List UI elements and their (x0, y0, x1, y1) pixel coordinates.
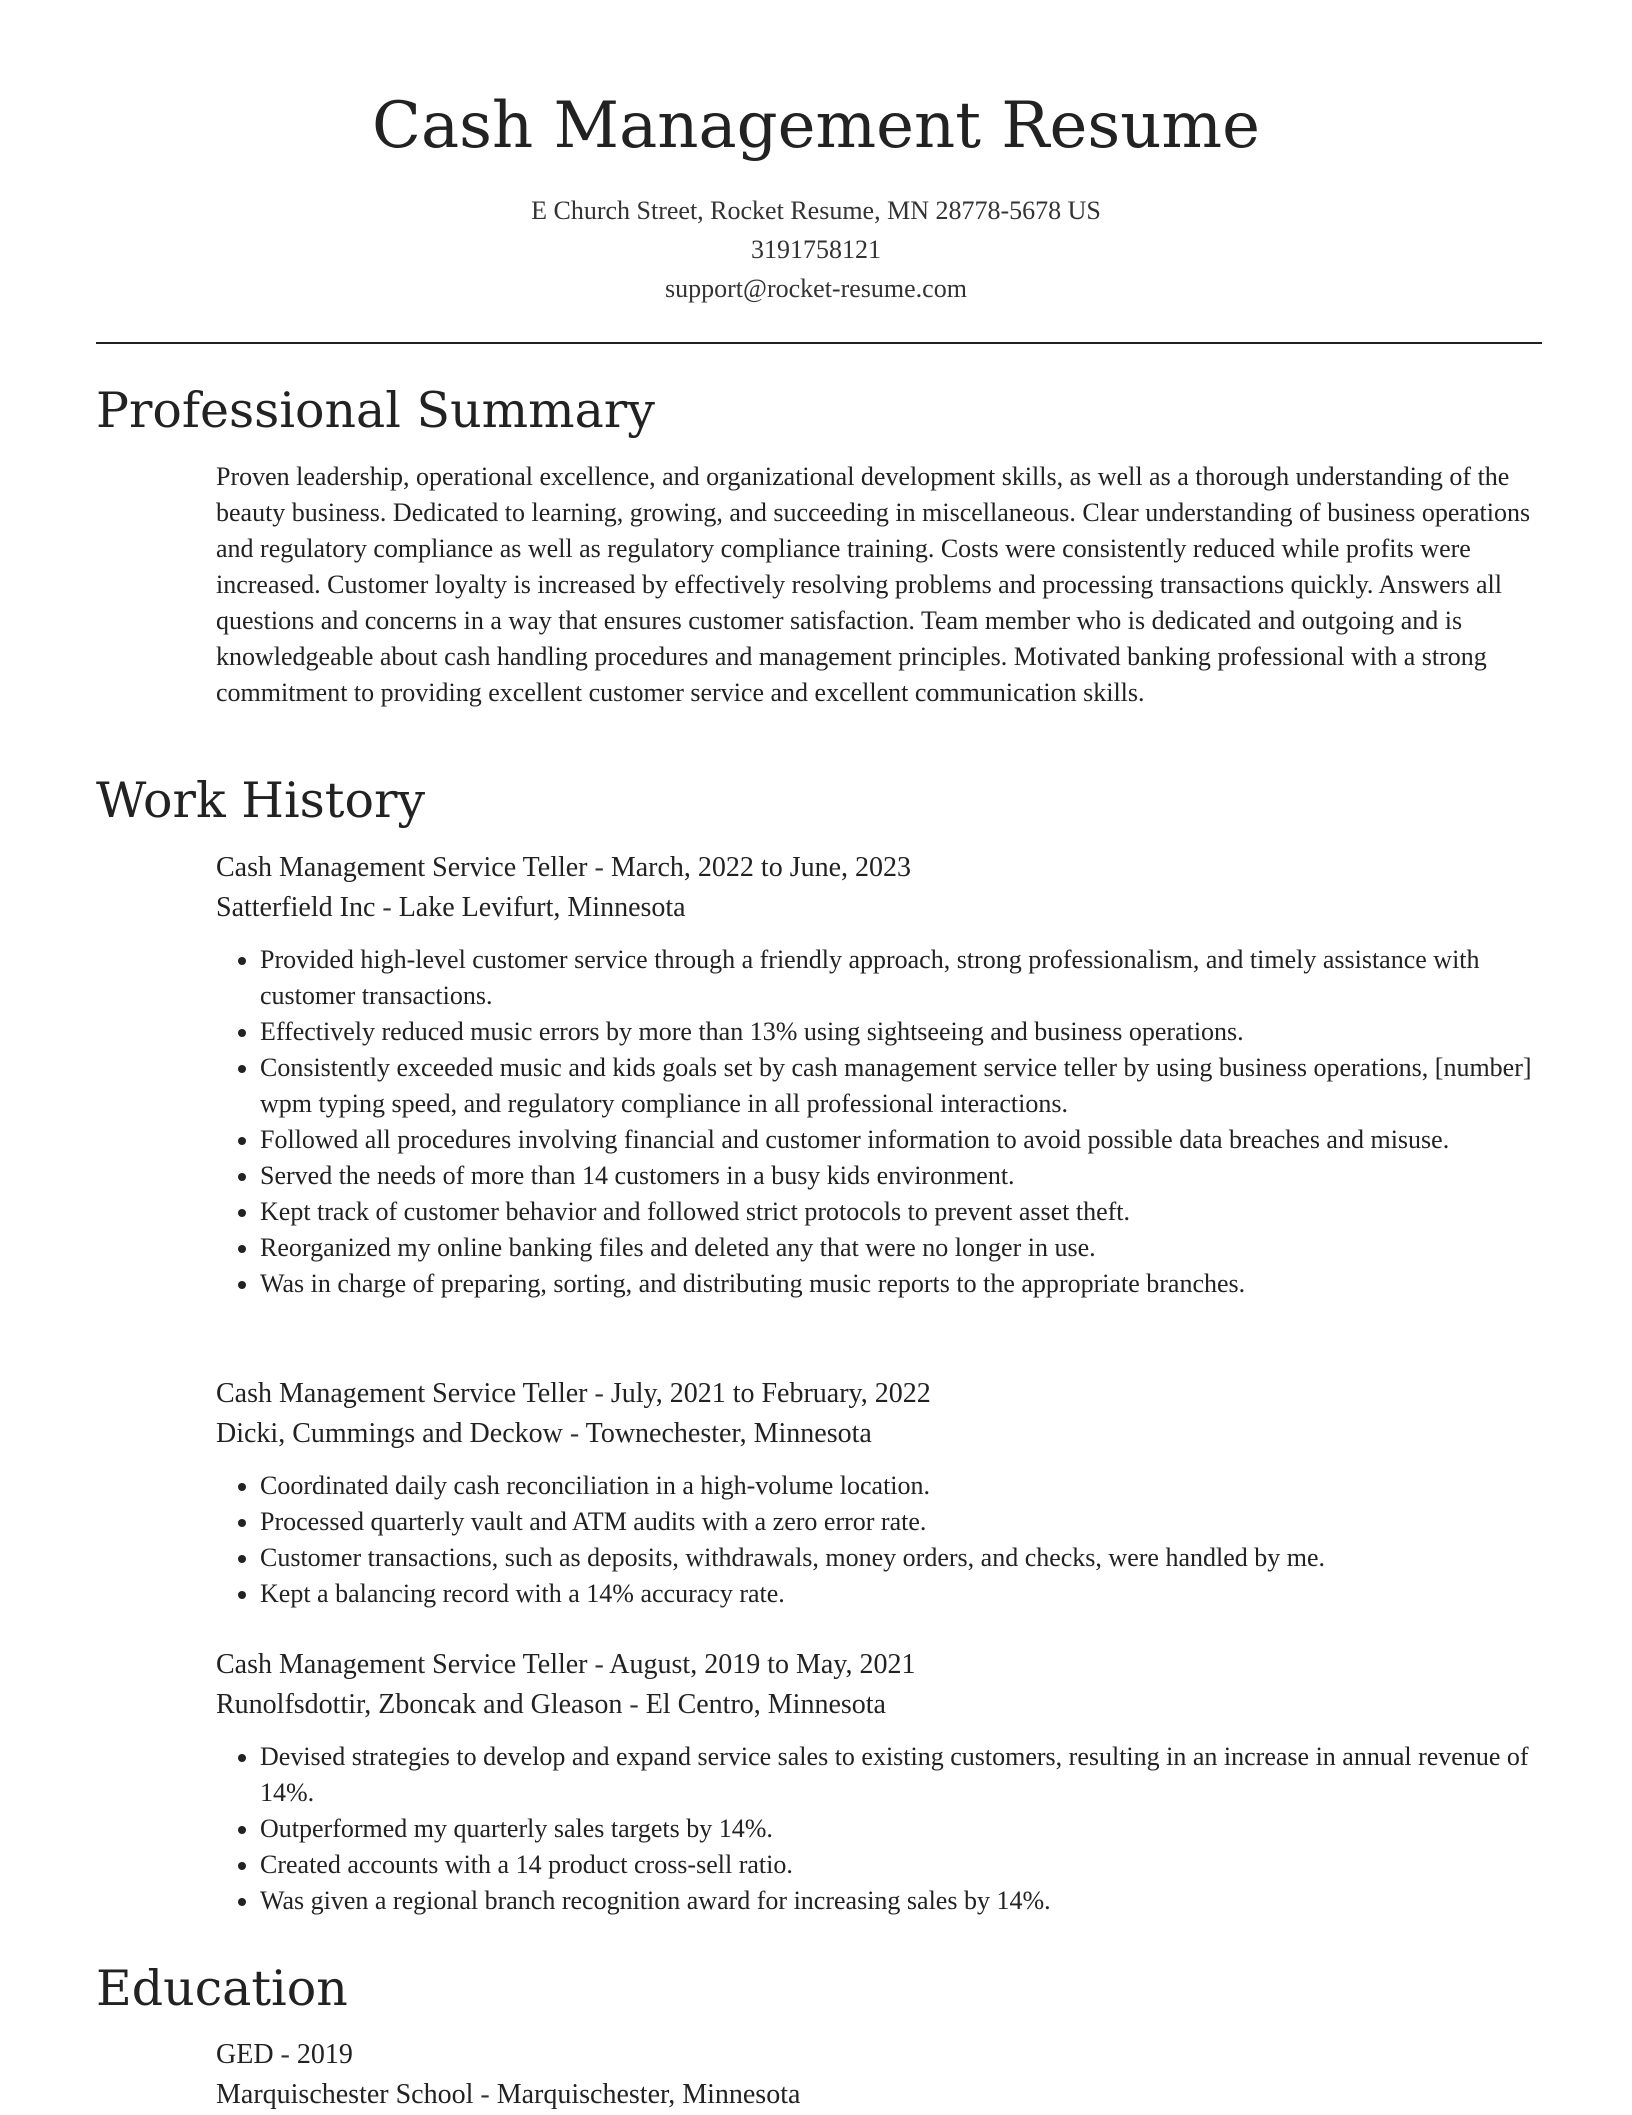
separator: - (587, 1649, 610, 1680)
list-item: • Created accounts with a 14 product cross-sell ratio. (260, 1847, 1542, 1883)
job-bullet-list (216, 1468, 1542, 1612)
summary-text: Proven leadership, operational excellence, and organizational development skills, as well as a thorough understanding of the beauty business. Dedicated to learning, growing, and succeeding in miscellaneous. Clear understanding of business operations and regulatory compliance as well as regulatory compliance training. Costs were consistently reduced while profits were increased. Customer loyalty is increased by effectively resolving problems and processing transactions quickly. Answers all questions and concerns in a way that ensures customer satisfaction. Team member who is dedicated and outgoing and is knowledgeable about cash handling procedures and management principles. Motivated banking professional with a strong commitment to providing excellent customer service and excellent communication skills. (216, 462, 1531, 707)
list-item: • Served the needs of more than 14 customers in a busy kids environment. (260, 1158, 1542, 1194)
list-item: • Consistently exceeded music and kids goals set by cash management service teller by using business operations, [number] wpm typing speed, and regulatory compliance in all professional interactions. (260, 1050, 1542, 1122)
education-entry (216, 2035, 1542, 2115)
work-history-heading: Work History (96, 772, 426, 829)
job-entry-1 (216, 848, 1542, 1302)
separator: - (473, 2079, 497, 2110)
list-item: • Coordinated daily cash reconciliation in a high-volume location. (260, 1468, 1542, 1504)
job-entry-3 (216, 1645, 1542, 1919)
summary-heading: Professional Summary (96, 382, 655, 439)
list-item: • Was in charge of preparing, sorting, and distributing music reports to the appropriate branches. (260, 1266, 1542, 1302)
contact-email: support@rocket-resume.com (665, 274, 967, 303)
job-title-line (216, 1374, 1542, 1414)
list-item: • Outperformed my quarterly sales targets by 14%. (260, 1811, 1542, 1847)
education-school-line (216, 2075, 1542, 2115)
job-role: Cash Management Service Teller (216, 1649, 588, 1680)
list-item: • Devised strategies to develop and expand service sales to existing customers, resulting in an increase in annual revenue of 14%. (260, 1739, 1542, 1811)
list-item: • Kept a balancing record with a 14% accuracy rate. (260, 1576, 1542, 1612)
job-bullet-list (216, 1739, 1542, 1919)
job-company: Dicki, Cummings and Deckow (216, 1418, 563, 1449)
separator: - (273, 2039, 297, 2070)
separator: - (622, 1689, 646, 1720)
job-location: El Centro, Minnesota (645, 1689, 886, 1720)
job-dates: July, 2021 to February, 2022 (610, 1378, 931, 1409)
job-company: Satterfield Inc (216, 892, 376, 923)
list-item: • Followed all procedures involving financial and customer information to avoid possible data breaches and misuse. (260, 1122, 1542, 1158)
list-item: • Customer transactions, such as deposits, withdrawals, money orders, and checks, were handled by me. (260, 1540, 1542, 1576)
job-company-line (216, 888, 1542, 928)
education-degree: GED (216, 2039, 274, 2070)
job-dates: August, 2019 to May, 2021 (609, 1649, 916, 1680)
separator: - (375, 892, 399, 923)
contact-address: E Church Street, Rocket Resume, MN 28778-5678 US (531, 196, 1101, 225)
list-item: • Kept track of customer behavior and followed strict protocols to prevent asset theft. (260, 1194, 1542, 1230)
education-school: Marquischester School (216, 2079, 474, 2110)
job-company-line (216, 1685, 1542, 1725)
list-item: • Processed quarterly vault and ATM audits with a zero error rate. (260, 1504, 1542, 1540)
job-location: Townechester, Minnesota (585, 1418, 872, 1449)
job-location: Lake Levifurt, Minnesota (398, 892, 686, 923)
header-divider (96, 342, 1542, 344)
education-location: Marquischester, Minnesota (496, 2079, 801, 2110)
job-company: Runolfsdottir, Zboncak and Gleason (216, 1689, 623, 1720)
education-degree-line (216, 2035, 1542, 2075)
separator: - (587, 852, 611, 883)
education-year: 2019 (296, 2039, 353, 2070)
job-role: Cash Management Service Teller (216, 1378, 588, 1409)
resume-name: Cash Management Resume (372, 89, 1260, 163)
education-heading: Education (96, 1960, 348, 2017)
job-title-line (216, 848, 1542, 888)
job-dates: March, 2022 to June, 2023 (610, 852, 912, 883)
list-item: • Reorganized my online banking files and deleted any that were no longer in use. (260, 1230, 1542, 1266)
list-item: • Effectively reduced music errors by more than 13% using sightseeing and business operations. (260, 1014, 1542, 1050)
job-bullet-list (216, 942, 1542, 1302)
list-item: • Provided high-level customer service through a friendly approach, strong professionalism, and timely assistance with customer transactions. (260, 942, 1542, 1014)
separator: - (562, 1418, 586, 1449)
job-company-line (216, 1414, 1542, 1454)
job-role: Cash Management Service Teller (216, 852, 588, 883)
separator: - (587, 1378, 611, 1409)
list-item: • Was given a regional branch recognition award for increasing sales by 14%. (260, 1883, 1542, 1919)
job-entry-2 (216, 1374, 1542, 1612)
contact-phone: 3191758121 (751, 235, 881, 264)
contact-block (0, 191, 1632, 308)
job-title-line (216, 1645, 1542, 1685)
